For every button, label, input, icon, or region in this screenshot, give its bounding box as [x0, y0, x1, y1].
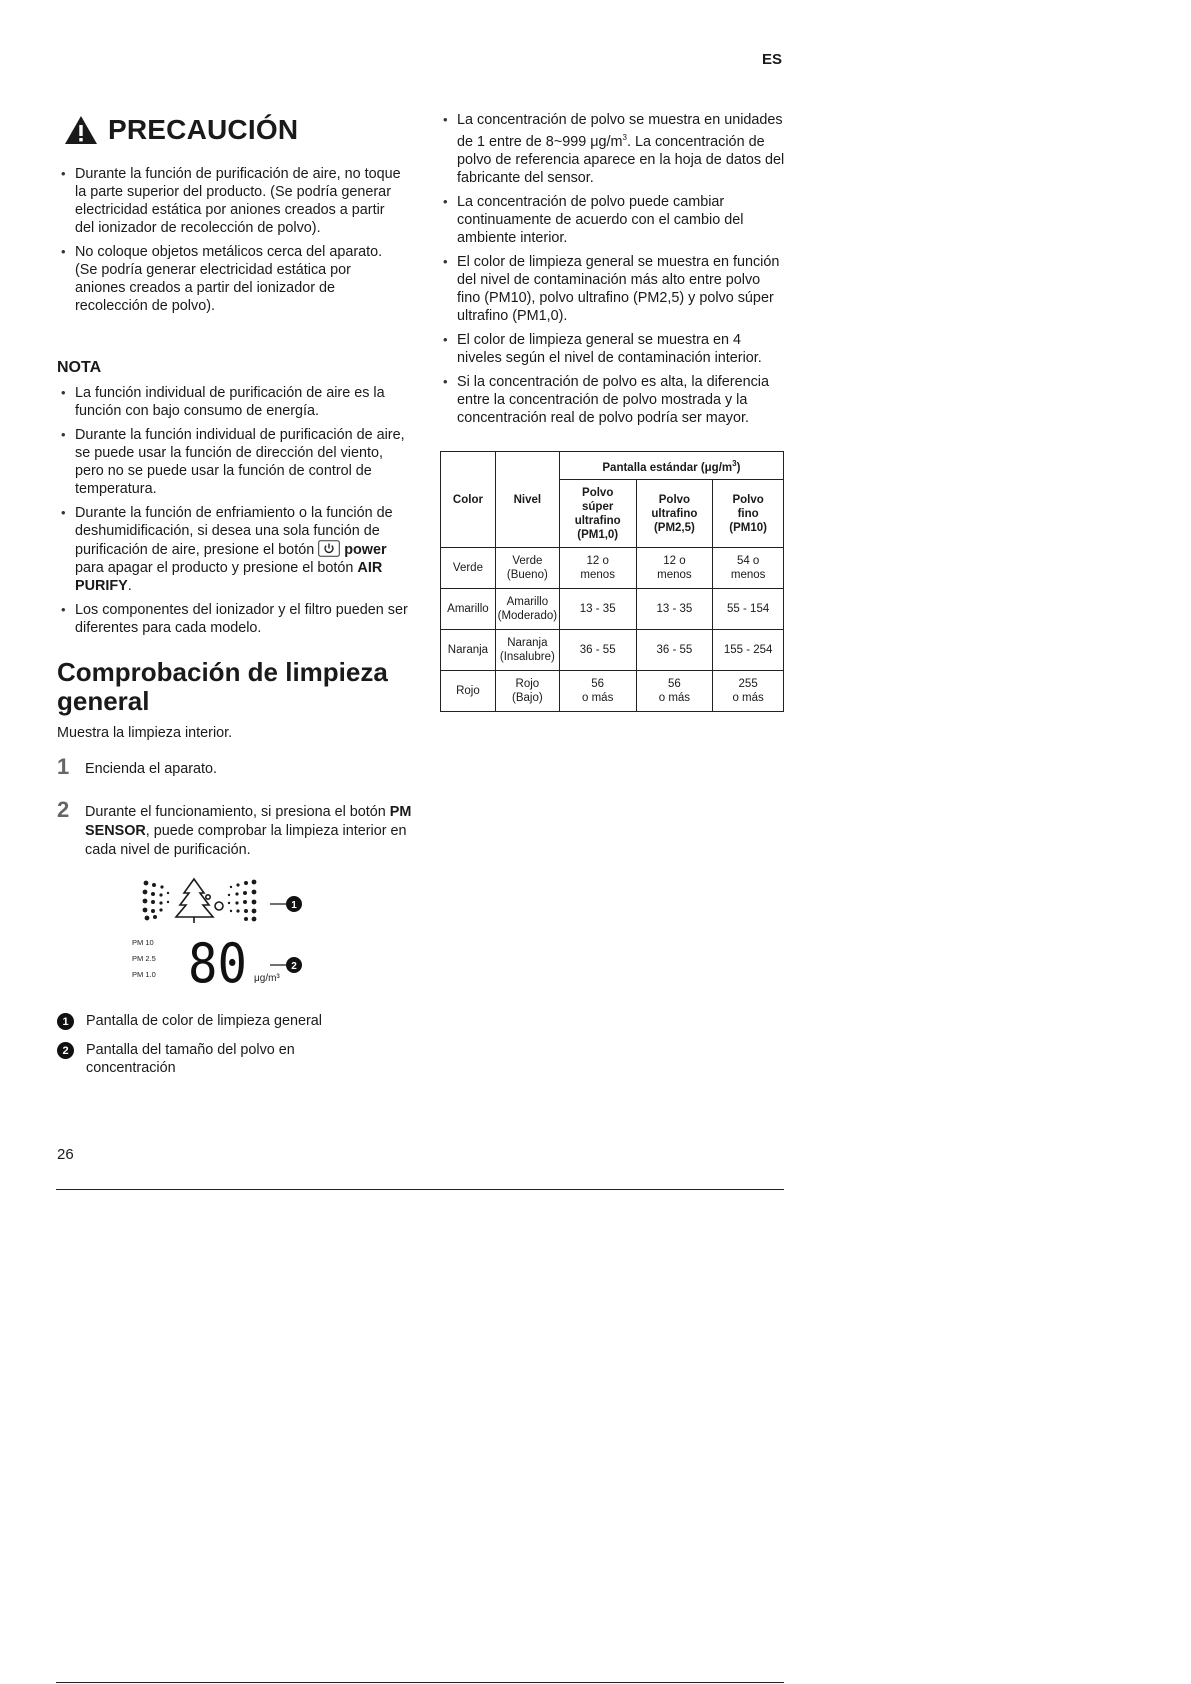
- note-list: [58, 384, 408, 643]
- cell-nivel: [495, 589, 559, 630]
- pm25-label: PM 2.5: [132, 954, 156, 963]
- cell-line: 54 o: [736, 555, 760, 567]
- caution-list: [58, 165, 403, 321]
- cell-pm25: [636, 548, 713, 589]
- caution-heading: [64, 114, 298, 146]
- tree-icon: [176, 879, 223, 923]
- header-pm10: [713, 480, 784, 548]
- section-title: Comprobación de limpieza general: [57, 657, 388, 716]
- cell-line: Verde: [512, 555, 543, 567]
- unit-label: μg/m³: [254, 973, 280, 984]
- table-row: [441, 589, 784, 630]
- cell-color: Rojo: [441, 671, 496, 712]
- header-line: (PM2,5): [653, 521, 695, 534]
- cell-line: Naranja: [507, 637, 548, 649]
- pm10-small-label: PM 1.0: [132, 970, 156, 979]
- header-text: ): [736, 461, 741, 474]
- cell-line: menos: [580, 569, 615, 581]
- cell-nivel: [495, 630, 559, 671]
- cell-pm10: 155 - 254: [713, 630, 784, 671]
- cell-line: 56: [668, 678, 681, 690]
- note-text: .: [127, 578, 132, 594]
- cell-line: o más: [582, 692, 614, 704]
- item-text: La concentración de polvo se muestra en unidades de 1 entre de 8~999 μg/m: [457, 112, 783, 150]
- list-item: [58, 504, 408, 595]
- cell-pm10: [713, 548, 784, 589]
- cell-line: o más: [732, 692, 764, 704]
- cell-line: menos: [657, 569, 692, 581]
- cell-color: Amarillo: [441, 589, 496, 630]
- header-line: súper: [582, 500, 614, 513]
- cell-line: (Moderado): [497, 610, 558, 622]
- header-line: ultrafino: [651, 507, 698, 520]
- superscript: 3: [622, 133, 627, 142]
- cell-nivel: [495, 548, 559, 589]
- step-number: 1: [57, 754, 70, 779]
- legend-text: Pantalla de color de limpieza general: [86, 1013, 322, 1029]
- cell-line: (Insalubre): [499, 651, 555, 663]
- cell-color: Naranja: [441, 630, 496, 671]
- step-text-part: , puede comprobar la limpieza interior en cada nivel de purificación.: [85, 823, 407, 858]
- warning-triangle-icon: [64, 115, 98, 145]
- header-line: (PM1,0): [577, 528, 619, 541]
- list-item: • No coloque objetos metálicos cerca del aparato. (Se podría generar electricidad estática por aniones creados a partir del ionizador de recolección de polvo).: [58, 243, 403, 315]
- cell-line: 255: [738, 678, 758, 690]
- list-item: • La función individual de purificación de aire es la función con bajo consumo de energía.: [58, 384, 408, 420]
- list-item: • El color de limpieza general se muestra en 4 niveles según el nivel de contaminación interior.: [440, 331, 785, 367]
- cell-pm1: [559, 671, 636, 712]
- caution-title: PRECAUCIÓN: [108, 114, 299, 145]
- cell-line: (Bueno): [506, 569, 548, 581]
- step-number: 2: [57, 797, 70, 822]
- cell-pm10: [713, 671, 784, 712]
- right-info-list: [440, 111, 785, 433]
- list-item: [440, 111, 785, 187]
- item-text: . La concentración de polvo de referencia aparece en la hoja de datos del fabricante del sensor.: [457, 133, 785, 186]
- header-standard-display: [559, 452, 783, 480]
- page-number: 26: [57, 1146, 74, 1163]
- list-item: • Durante la función de purificación de aire, no toque la parte superior del producto. (Se podría generar electricidad estática por aniones creados a partir del ionizador de recolección de polvo).: [58, 165, 403, 237]
- cell-pm1: [559, 548, 636, 589]
- list-item: • Si la concentración de polvo es alta, la diferencia entre la concentración de polvo mostrada y la concentración real de polvo podría ser mayor.: [440, 373, 785, 427]
- note-text: para apagar el producto y presione el botón: [75, 560, 354, 576]
- header-line: Polvo: [582, 486, 614, 499]
- step-text-part: Durante el funcionamiento, si presiona el botón: [85, 804, 386, 820]
- cell-nivel: [495, 671, 559, 712]
- header-line: (PM10): [729, 521, 767, 534]
- header-nivel: Nivel: [495, 452, 559, 548]
- list-item: • El color de limpieza general se muestra en función del nivel de contaminación más alto entre polvo fino (PM10), polvo ultrafino (PM2,5) y polvo súper ultrafino (PM1,0).: [440, 253, 785, 325]
- header-color: Color: [441, 452, 496, 548]
- cell-pm10: 55 - 154: [713, 589, 784, 630]
- header-pm25: [636, 480, 713, 548]
- header-text: Pantalla estándar (μg/m: [602, 461, 733, 474]
- table-row: [441, 671, 784, 712]
- list-item: • Los componentes del ionizador y el filtro pueden ser diferentes para cada modelo.: [58, 601, 408, 637]
- header-pm1: [559, 480, 636, 548]
- table-row: [441, 548, 784, 589]
- legend-item-1: [57, 1012, 387, 1030]
- power-label: power: [344, 542, 387, 558]
- cell-line: Amarillo: [506, 596, 549, 608]
- divider: [56, 1682, 784, 1683]
- table-row: [441, 630, 784, 671]
- cell-line: 12 o: [663, 555, 686, 567]
- legend-number: 2: [57, 1042, 74, 1059]
- header-line: fino: [737, 507, 759, 520]
- header-line: Polvo: [658, 493, 691, 506]
- cell-pm25: [636, 671, 713, 712]
- step-text: [85, 803, 417, 860]
- callout-number-1: 1: [291, 900, 297, 911]
- cell-pm25: 13 - 35: [636, 589, 713, 630]
- step-text: Encienda el aparato.: [85, 761, 218, 777]
- step-2: [57, 797, 417, 860]
- list-item: • Durante la función individual de purificación de aire, se puede usar la función de dirección del viento, pero no se puede usar la función de control de temperatura.: [58, 426, 408, 498]
- cell-pm1: 13 - 35: [559, 589, 636, 630]
- legend-number: 1: [57, 1013, 74, 1030]
- cell-line: (Bajo): [512, 692, 543, 704]
- note-heading: NOTA: [57, 359, 102, 376]
- cell-line: o más: [658, 692, 691, 704]
- power-icon: [318, 540, 340, 557]
- header-line: Polvo: [732, 493, 764, 506]
- callout-number-2: 2: [291, 961, 297, 972]
- superscript: 3: [732, 458, 737, 468]
- cell-pm1: 36 - 55: [559, 630, 636, 671]
- cell-color: Verde: [441, 548, 496, 589]
- pm-sensor-label: PM SENSOR: [85, 804, 412, 839]
- legend-item-2: [57, 1041, 387, 1077]
- divider: [56, 1189, 784, 1190]
- air-purify-label: AIR PURIFY: [75, 560, 383, 594]
- pm10-label: PM 10: [132, 938, 154, 947]
- seven-segment-digits: 80: [188, 932, 247, 990]
- dot-pattern-left-icon: [143, 881, 170, 921]
- cell-line: 12 o: [586, 555, 609, 567]
- step-1: [57, 754, 417, 779]
- note-text: Durante la función de enfriamiento o la función de deshumidificación, si desea una sola función de purificación de aire, presione el botón: [75, 505, 393, 558]
- cell-line: menos: [730, 569, 766, 581]
- section-intro: Muestra la limpieza interior.: [57, 725, 233, 741]
- cell-line: 56: [591, 678, 605, 690]
- cell-pm25: 36 - 55: [636, 630, 713, 671]
- cell-line: Rojo: [515, 678, 540, 690]
- header-line: ultrafino: [574, 514, 621, 527]
- legend-text: Pantalla del tamaño del polvo en concentración: [86, 1042, 295, 1076]
- dot-pattern-right-icon: [228, 880, 257, 922]
- list-item: • La concentración de polvo puede cambiar continuamente de acuerdo con el cambio del ambiente interior.: [440, 193, 785, 247]
- language-code: ES: [762, 51, 783, 68]
- pm-standard-table: [440, 451, 784, 712]
- pm-display-diagram: [118, 875, 338, 990]
